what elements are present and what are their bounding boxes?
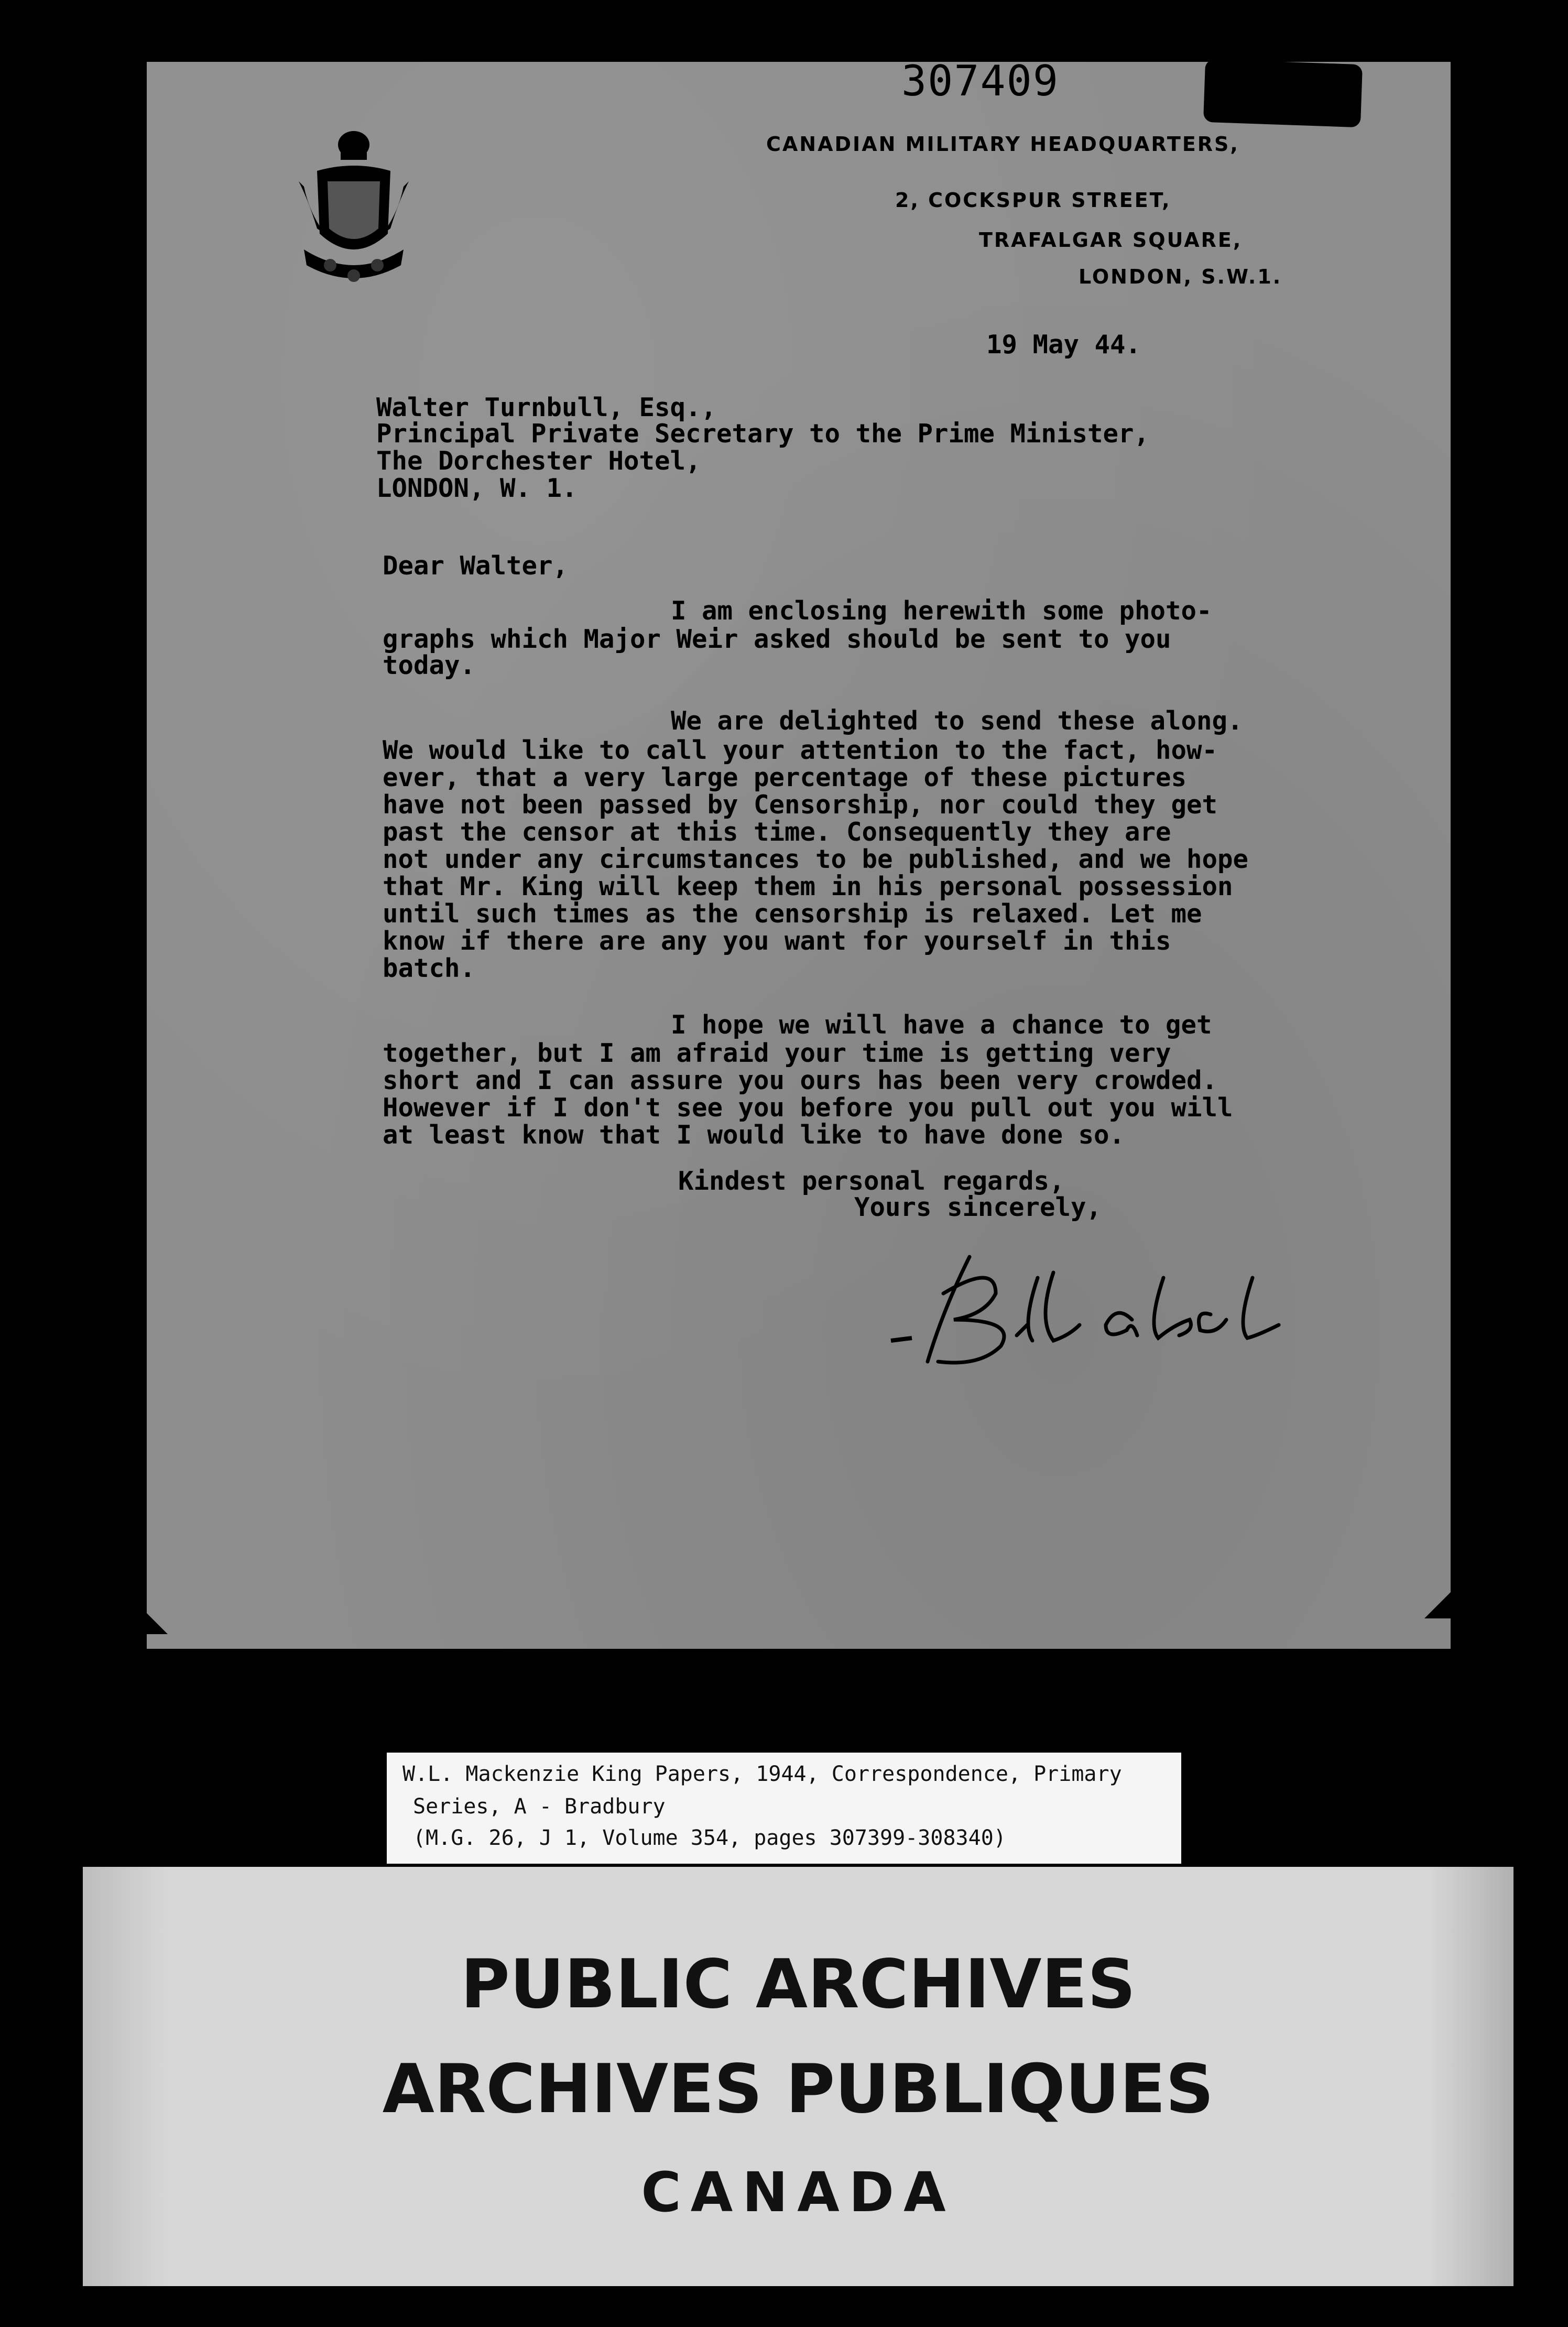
paragraph-line: today. — [383, 650, 476, 680]
letter-page — [147, 57, 1451, 1649]
paragraph-line: We would like to call your attention to the fact, how- — [383, 735, 1218, 765]
paragraph-line: ever, that a very large percentage of these pictures — [383, 763, 1187, 792]
letter-date: 19 May 44. — [986, 330, 1141, 360]
paragraph-line: However if I don't see you before you pull out you will — [383, 1093, 1233, 1123]
paragraph-line: at least know that I would like to have done so. — [383, 1120, 1125, 1150]
paragraph-line: I hope we will have a chance to get — [671, 1010, 1212, 1040]
paragraph-line: that Mr. King will keep them in his personal possession — [383, 872, 1233, 901]
paragraph-line: know if there are any you want for yourself in this — [383, 926, 1171, 956]
paragraph-line: past the censor at this time. Consequently they are — [383, 817, 1171, 847]
closing-regards: Kindest personal regards, — [678, 1166, 1065, 1196]
archive-country: CANADA — [641, 2160, 955, 2224]
coat-of-arms-icon — [288, 124, 419, 291]
paragraph-line: batch. — [383, 953, 476, 983]
paragraph-line: graphs which Major Weir asked should be sent to you — [383, 624, 1171, 654]
paragraph-line: We are delighted to send these along. — [671, 706, 1243, 736]
recipient-address: The Dorchester Hotel, — [376, 446, 701, 476]
recipient-name: Walter Turnbull, Esq., — [376, 393, 717, 422]
recipient-title: Principal Private Secretary to the Prime Minister, — [376, 419, 1150, 449]
paragraph-line: I am enclosing herewith some photo- — [671, 596, 1212, 626]
reference-line-2: Series, A - Bradbury — [413, 1795, 666, 1819]
paragraph-line: short and I can assure you ours has been very crowded. — [383, 1065, 1218, 1095]
archive-stamp-card — [83, 1867, 1513, 2286]
letterhead-street: 2, COCKSPUR STREET, — [895, 189, 1171, 212]
archive-title-french: ARCHIVES PUBLIQUES — [382, 2050, 1214, 2128]
letterhead-city: LONDON, S.W.1. — [1079, 265, 1282, 288]
letterhead-square: TRAFALGAR SQUARE, — [979, 229, 1243, 252]
reference-label — [387, 1753, 1181, 1864]
reference-line-3: (M.G. 26, J 1, Volume 354, pages 307399-308340) — [413, 1826, 1006, 1850]
redaction-mark — [1203, 59, 1363, 127]
paragraph-line: together, but I am afraid your time is getting very — [383, 1038, 1171, 1068]
reference-line-1: W.L. Mackenzie King Papers, 1944, Correspondence, Primary — [402, 1762, 1122, 1786]
paragraph-line: until such times as the censorship is relaxed. Let me — [383, 899, 1202, 929]
closing-signoff: Yours sincerely, — [854, 1192, 1102, 1222]
folded-corner — [147, 1613, 168, 1634]
document-number: 307409 — [901, 57, 1059, 105]
paragraph-line: not under any circumstances to be published, and we hope — [383, 844, 1249, 874]
handwritten-signature — [880, 1231, 1457, 1388]
salutation: Dear Walter, — [383, 551, 569, 581]
archive-title-english: PUBLIC ARCHIVES — [461, 1945, 1136, 2024]
letterhead-organization: CANADIAN MILITARY HEADQUARTERS, — [766, 133, 1239, 156]
folded-corner — [1424, 1592, 1451, 1618]
paragraph-line: have not been passed by Censorship, nor could they get — [383, 790, 1218, 820]
recipient-city: LONDON, W. 1. — [376, 473, 578, 503]
